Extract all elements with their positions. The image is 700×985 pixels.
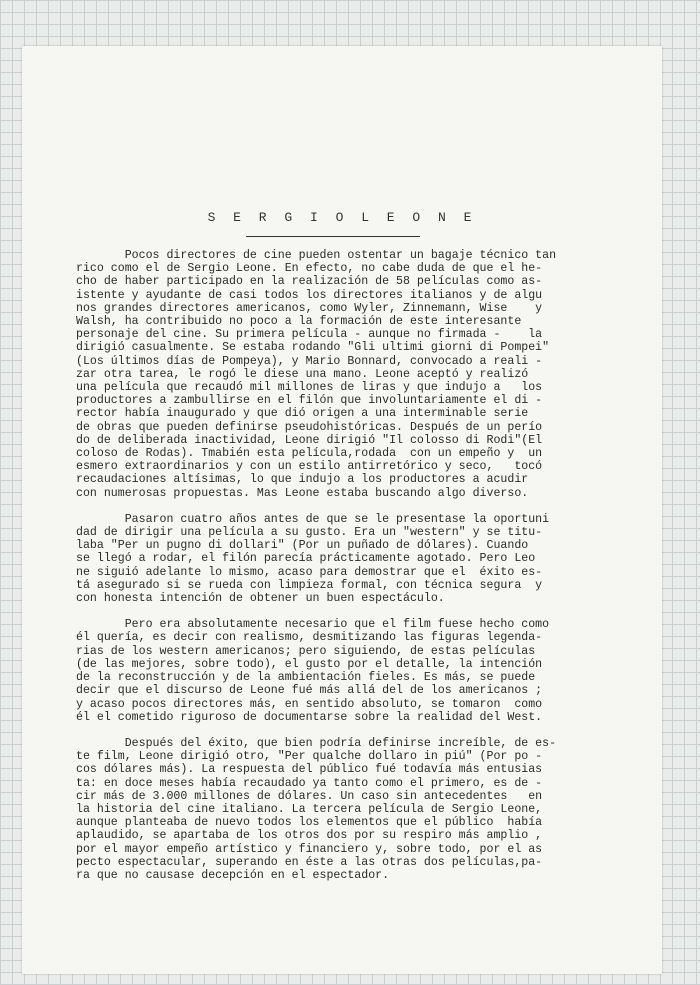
title-underline: [246, 236, 420, 237]
text-line: laba "Per un pugno di dollari" (Por un puñado de dólares). Cuando: [76, 539, 529, 553]
text-line: productores a zambullirse en el filón que involuntariamente el di -: [76, 394, 543, 408]
text-line: Walsh, ha contribuido no poco a la formación de este interesante: [76, 315, 522, 329]
text-line: do de deliberada inactividad, Leone dirigió "Il colosso di Rodi"(El: [76, 433, 543, 447]
text-line: rector había inaugurado y que dió origen a una interminable serie: [76, 407, 529, 421]
text-line: una película que recaudó mil millones de liras y que indujo a los: [76, 381, 543, 395]
text-line: por el mayor empeño artístico y financiero y, sobre todo, por el as: [76, 842, 543, 856]
text-line: Pocos directores de cine pueden ostentar un bagaje técnico tan: [76, 249, 557, 262]
text-line: (de las mejores, sobre todo), el gusto por el detalle, la intención: [76, 657, 543, 671]
text-line: se llegó a rodar, el filón parecía prácticamente agotado. Pero Leo: [76, 552, 536, 566]
paragraph: [76, 618, 652, 724]
text-line: coloso de Rodas). Tmabién esta película,rodada con un empeño y un: [76, 447, 543, 461]
text-line: nos grandes directores americanos, como Wyler, Zinnemann, Wise y: [76, 301, 543, 315]
text-line: dad de dirigir una película a su gusto. Era un "western" y se titu-: [76, 526, 543, 540]
text-line: Pero era absolutamente necesario que el film fuese hecho como: [76, 618, 550, 632]
text-line: decir que el discurso de Leone fué más allá del de los americanos ;: [76, 684, 543, 698]
text-line: él el cometido riguroso de documentarse sobre la realidad del West.: [76, 710, 543, 724]
text-line: con honesta intención de obtener un buen espectáculo.: [76, 592, 445, 606]
document-body: [76, 249, 652, 895]
text-line: cho de haber participado en la realización de 58 películas como as-: [76, 275, 543, 289]
text-line: cir más de 3.000 millones de dólares. Un caso sin antecedentes en: [76, 789, 543, 803]
paragraph: [76, 513, 652, 605]
text-line: istente y ayudante de casi todos los directores italianos y de algu: [76, 288, 543, 302]
text-line: rias de los western americanos; pero siguiendo, de estas películas: [76, 644, 536, 658]
text-line: aunque planteaba de nuevo todos los elementos que el público había: [76, 816, 543, 830]
text-line: zar otra tarea, le rogó le diese una mano. Leone aceptó y realizó: [76, 367, 529, 381]
text-line: aplaudido, se apartaba de los otros dos por su respiro más amplio ,: [76, 829, 543, 843]
text-line: Pasaron cuatro años antes de que se le presentase la oportuni: [76, 512, 550, 526]
text-line: con numerosas propuestas. Mas Leone estaba buscando algo diverso.: [76, 486, 529, 500]
text-line: ne siguió adelante lo mismo, acaso para demostrar que el éxito es-: [76, 565, 543, 579]
text-line: rico como el de Sergio Leone. En efecto, no cabe duda de que el he-: [76, 262, 543, 276]
text-line: la historia del cine italiano. La tercera película de Sergio Leone,: [76, 802, 543, 816]
text-line: de obras que pueden definirse pseudohistóricas. Después de un perío: [76, 420, 543, 434]
paragraph: [76, 737, 652, 882]
paragraph: [76, 249, 652, 500]
text-line: esmero extraordinarios y con un estilo antirretórico y seco, tocó: [76, 460, 543, 474]
text-line: Después del éxito, que bien podría definirse increíble, de es-: [76, 736, 557, 750]
text-line: te film, Leone dirigió otro, "Per qualche dollaro in piú" (Por po -: [76, 750, 543, 764]
text-line: personaje del cine. Su primera película - aunque no firmada - la: [76, 328, 543, 342]
text-line: dirigió casualmente. Se estaba rodando "Gli ultimi giorni di Pompei": [76, 341, 550, 355]
text-line: de la reconstrucción y de la ambientación fieles. Es más, se puede: [76, 671, 536, 685]
text-line: y acaso pocos directores más, en sentido absoluto, se tomaron como: [76, 697, 543, 711]
typewritten-page: [22, 46, 662, 974]
text-line: pecto espectacular, superando en éste a las otras dos películas,pa-: [76, 855, 543, 869]
text-line: (Los últimos días de Pompeya), y Mario Bonnard, convocado a reali -: [76, 354, 543, 368]
text-line: ta: en doce meses había recaudado ya tanto como el primero, es de -: [76, 776, 543, 790]
text-line: tá asegurado si se rueda con limpieza formal, con técnica segura y: [76, 578, 543, 592]
document-title: S E R G I O L E O N E: [207, 210, 477, 225]
text-line: cos dólares más). La respuesta del público fué todavía más entusias: [76, 763, 543, 777]
text-line: ra que no causase decepción en el espectador.: [76, 868, 390, 882]
text-line: recaudaciones altísimas, lo que indujo a los productores a acudir: [76, 473, 529, 487]
text-line: él quería, es decir con realismo, desmitizando las figuras legenda-: [76, 631, 543, 645]
